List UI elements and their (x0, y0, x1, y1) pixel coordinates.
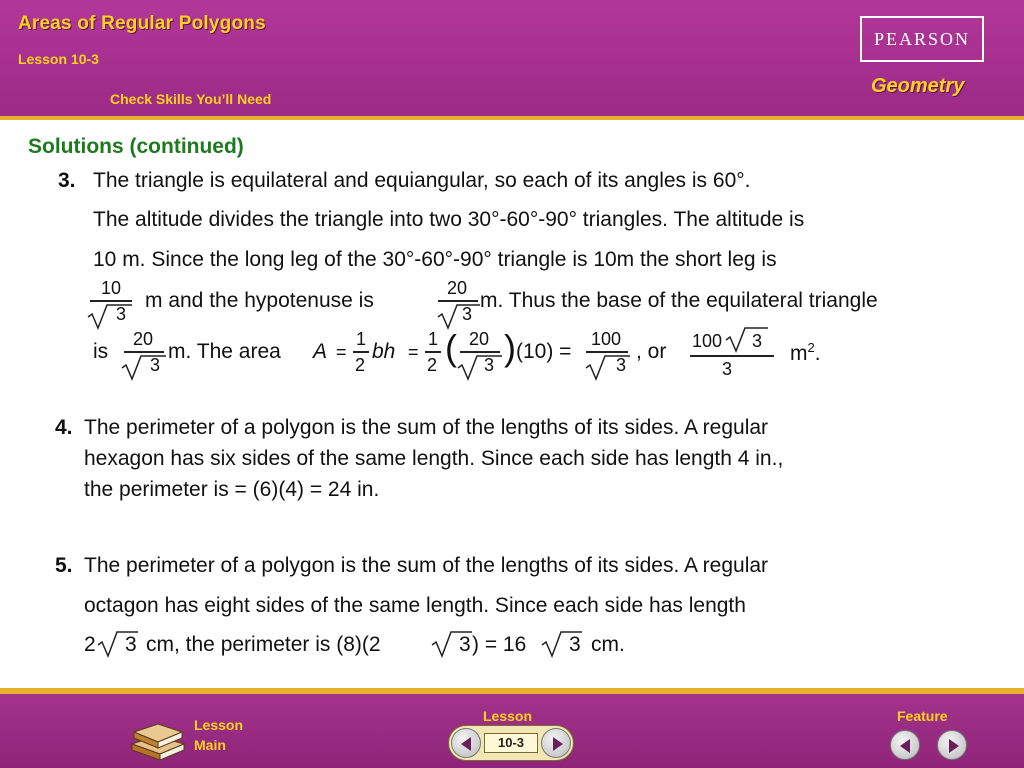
problem-3-line-4-b: m. Thus the base of the equilateral triangle (480, 289, 878, 312)
radical-sign (456, 353, 504, 381)
check-skills-link[interactable]: Check Skills You’ll Need (110, 91, 272, 107)
problem-4-line-1: The perimeter of a polygon is the sum of the lengths of its sides. A regular (84, 416, 769, 439)
fraction-numerator: 20 (468, 329, 490, 349)
open-paren: ( (445, 327, 457, 368)
problem-5-number: 5. (55, 554, 73, 577)
problem-3-line-2: The altitude divides the triangle into two 30°-60°-90° triangles. The altitude is (93, 208, 805, 231)
lesson-number: 10-3 (484, 733, 538, 753)
fraction-denominator: 3 (616, 355, 627, 375)
radicand: 3 (459, 633, 471, 656)
lesson-main-label-2: Main (194, 737, 226, 753)
feature-next-button[interactable] (937, 730, 967, 760)
slide-content (0, 120, 1024, 688)
fraction-bar (690, 355, 774, 357)
fraction-denominator: 2 (355, 355, 366, 375)
problem-3-area-text: m. The area (168, 340, 281, 363)
unit-m: $m^2$. (790, 340, 821, 365)
problem-5-line-1: The perimeter of a polygon is the sum of the lengths of its sides. A regular (84, 554, 769, 577)
problem-5-coef-2: 2 (84, 633, 96, 656)
subject-label: Geometry (871, 75, 965, 97)
problem-4-line-2: hexagon has six sides of the same length. Since each side has length 4 in., (84, 447, 784, 470)
radical-sign (436, 302, 482, 330)
ten-equals: (10) = (516, 340, 572, 363)
lesson-next-button[interactable] (541, 728, 571, 758)
slide-title: Areas of Regular Polygons (18, 13, 266, 34)
radicand: 3 (752, 331, 763, 351)
radicand: 3 (569, 633, 581, 656)
problem-5-line-3-d: cm. (591, 633, 625, 656)
fraction-numerator: 20 (132, 329, 154, 349)
arrow-right-icon (938, 731, 968, 761)
problem-5-line-2: octagon has eight sides of the same length. Since each side has length (84, 594, 746, 617)
problem-5-line-3-c: ) = 16 (472, 633, 527, 656)
problem-3-line-4-a: m and the hypotenuse is (145, 289, 374, 312)
book-stack-icon (126, 714, 188, 760)
fraction-numerator: 20 (446, 278, 468, 298)
problem-4-line-3: the perimeter is = (6)(4) = 24 in. (84, 478, 380, 501)
fraction-bar (353, 351, 369, 353)
problem-3-line-3: 10 m. Since the long leg of the 30°-60°-90° triangle is 10m the short leg is (93, 248, 777, 271)
radicand: 3 (125, 633, 137, 656)
feature-nav-label: Feature (897, 708, 948, 724)
fraction-bar (425, 351, 441, 353)
arrow-right-icon (542, 729, 572, 759)
fraction-denominator: 2 (427, 355, 438, 375)
variable-bh: bh (372, 340, 396, 363)
lesson-label: Lesson 10-3 (18, 51, 99, 67)
fraction-denominator: 3 (722, 359, 733, 379)
lesson-nav-label: Lesson (483, 708, 533, 724)
or-text: , or (636, 340, 667, 363)
arrow-left-icon (891, 731, 921, 761)
close-paren: ) (504, 327, 516, 368)
fraction-numerator: 1 (355, 329, 366, 349)
variable-a: A (313, 340, 328, 363)
fraction-denominator: 3 (116, 304, 127, 324)
equals-sign: = (408, 342, 419, 362)
fraction-numerator: 1 (427, 329, 438, 349)
problem-3-line-1: The triangle is equilateral and equiangular, so each of its angles is 60°. (93, 169, 751, 192)
radical-sign (120, 353, 168, 381)
lesson-prev-button[interactable] (451, 728, 481, 758)
header-bar (0, 0, 1024, 116)
arrow-left-icon (452, 729, 482, 759)
feature-prev-button[interactable] (890, 730, 920, 760)
radical-sign (724, 325, 770, 353)
lesson-main-button[interactable] (126, 712, 256, 762)
problem-3-number: 3. (58, 169, 76, 192)
equals-sign: = (336, 342, 347, 362)
solutions-heading: Solutions (continued) (28, 135, 244, 158)
lesson-main-label-1: Lesson (194, 717, 244, 733)
problem-4-number: 4. (55, 416, 73, 439)
fraction-numerator: 100 (692, 331, 723, 351)
problem-5-line-3-b: cm, the perimeter is (8)(2 (146, 633, 381, 656)
fraction-denominator: 3 (462, 304, 473, 324)
radical-sign (86, 302, 134, 330)
problem-3-is: is (93, 340, 109, 363)
fraction-numerator: 100 (590, 329, 622, 349)
fraction-numerator: 10 (100, 278, 122, 298)
fraction-denominator: 3 (484, 355, 495, 375)
pearson-logo: PEARSON (860, 16, 984, 62)
fraction-denominator: 3 (150, 355, 161, 375)
